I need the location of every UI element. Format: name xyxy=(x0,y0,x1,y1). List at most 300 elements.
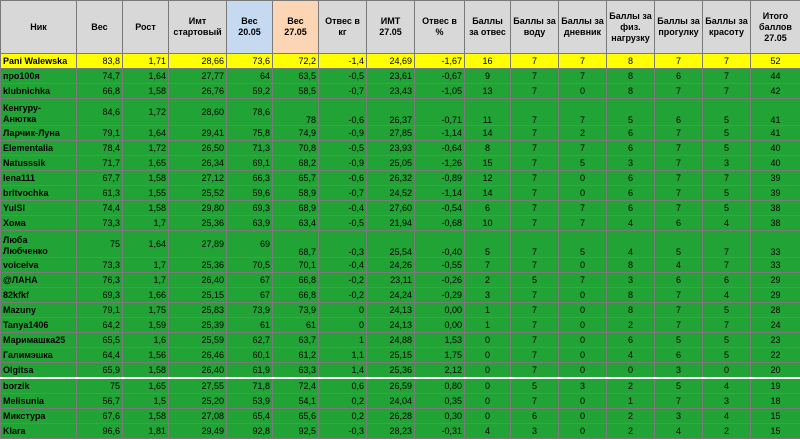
table-cell: 65,9 xyxy=(77,363,123,379)
table-cell: -0,5 xyxy=(319,141,367,156)
table-cell: 63,9 xyxy=(227,216,273,231)
table-cell: 5 xyxy=(655,231,703,258)
table-cell: 1 xyxy=(465,318,511,333)
table-row xyxy=(1,409,800,424)
table-cell: 78 xyxy=(273,99,319,126)
table-cell: 25,83 xyxy=(169,303,227,318)
table-cell: 4 xyxy=(655,258,703,273)
table-cell: 78,4 xyxy=(77,141,123,156)
table-cell: 25,15 xyxy=(367,348,415,363)
table-cell: 20 xyxy=(751,363,800,379)
table-cell: 8 xyxy=(607,84,655,99)
nick-cell: Микстура xyxy=(1,409,77,424)
column-header: Вес 27.05 xyxy=(273,1,319,54)
table-cell: 4 xyxy=(703,378,751,394)
table-row xyxy=(1,141,800,156)
table-cell: 7 xyxy=(655,171,703,186)
table-cell: 7 xyxy=(655,126,703,141)
table-cell: 33 xyxy=(751,258,800,273)
table-cell: 19 xyxy=(751,378,800,394)
nick-cell: Klara xyxy=(1,424,77,439)
table-cell: 7 xyxy=(511,69,559,84)
nick-cell: @ЛАНА xyxy=(1,273,77,288)
table-cell: -0,9 xyxy=(319,156,367,171)
table-cell: 21,94 xyxy=(367,216,415,231)
table-cell: 39 xyxy=(751,171,800,186)
table-cell: 67,7 xyxy=(77,171,123,186)
table-cell: 7 xyxy=(511,54,559,69)
table-cell: 24,13 xyxy=(367,318,415,333)
nick-cell: YulSl xyxy=(1,201,77,216)
column-header: Отвес в кг xyxy=(319,1,367,54)
table-cell: 38 xyxy=(751,216,800,231)
column-header: Баллы за красоту xyxy=(703,1,751,54)
column-header: Баллы за физ. нагрузку xyxy=(607,1,655,54)
table-cell: 8 xyxy=(607,288,655,303)
table-row xyxy=(1,333,800,348)
table-cell: 7 xyxy=(655,141,703,156)
table-cell: 66,3 xyxy=(227,171,273,186)
table-cell: 0 xyxy=(559,258,607,273)
table-cell: 23,43 xyxy=(367,84,415,99)
table-cell: 73,6 xyxy=(227,54,273,69)
nick-cell: про100я xyxy=(1,69,77,84)
table-cell: 1,58 xyxy=(123,171,169,186)
table-cell: 79,1 xyxy=(77,126,123,141)
table-row xyxy=(1,54,800,69)
table-cell: 23,61 xyxy=(367,69,415,84)
table-cell: 2 xyxy=(607,409,655,424)
table-cell: 5 xyxy=(703,333,751,348)
table-cell: 71,3 xyxy=(227,141,273,156)
table-cell: 7 xyxy=(655,156,703,171)
table-cell: 4 xyxy=(703,288,751,303)
table-cell: 6 xyxy=(655,216,703,231)
table-cell: 0 xyxy=(559,348,607,363)
table-cell: 1,65 xyxy=(123,378,169,394)
table-cell: 27,08 xyxy=(169,409,227,424)
table-cell: 23,11 xyxy=(367,273,415,288)
table-cell: -0,7 xyxy=(319,84,367,99)
table-cell: 26,76 xyxy=(169,84,227,99)
table-cell: -0,5 xyxy=(319,69,367,84)
table-cell: 7 xyxy=(511,126,559,141)
table-cell: 68,2 xyxy=(273,156,319,171)
table-cell: 29,49 xyxy=(169,424,227,439)
table-cell: 63,7 xyxy=(273,333,319,348)
table-cell: 1,64 xyxy=(123,69,169,84)
table-cell: 0 xyxy=(465,348,511,363)
table-cell: 1,58 xyxy=(123,409,169,424)
table-cell: 63,5 xyxy=(273,69,319,84)
table-cell: 40 xyxy=(751,156,800,171)
table-row xyxy=(1,348,800,363)
header-row xyxy=(1,1,800,54)
table-cell: -1,14 xyxy=(415,186,465,201)
table-cell: 58,9 xyxy=(273,186,319,201)
table-cell: 68,9 xyxy=(273,201,319,216)
table-cell: 14 xyxy=(465,126,511,141)
table-cell: 69,3 xyxy=(227,201,273,216)
column-header: Баллы за отвес xyxy=(465,1,511,54)
table-cell: -0,71 xyxy=(415,99,465,126)
table-cell: 27,55 xyxy=(169,378,227,394)
table-cell: 65,6 xyxy=(273,409,319,424)
table-cell: 1,7 xyxy=(123,273,169,288)
table-cell: 7 xyxy=(511,171,559,186)
table-cell: 28 xyxy=(751,303,800,318)
table-row xyxy=(1,69,800,84)
table-cell: 23 xyxy=(751,333,800,348)
table-cell: 6 xyxy=(703,273,751,288)
table-cell: 26,59 xyxy=(367,378,415,394)
table-cell: 78,6 xyxy=(227,99,273,126)
table-cell: 7 xyxy=(511,156,559,171)
table-cell: 38 xyxy=(751,201,800,216)
table-cell: 0 xyxy=(319,303,367,318)
table-cell: 7 xyxy=(655,394,703,409)
table-cell: 7 xyxy=(511,216,559,231)
table-cell: 73,3 xyxy=(77,216,123,231)
table-cell: 12 xyxy=(465,171,511,186)
table-cell: 1,72 xyxy=(123,141,169,156)
table-cell: 7 xyxy=(559,216,607,231)
table-cell: 7 xyxy=(655,84,703,99)
table-cell: 33 xyxy=(751,231,800,258)
table-cell: 7 xyxy=(511,231,559,258)
table-cell: 2 xyxy=(607,378,655,394)
table-cell: 1,64 xyxy=(123,126,169,141)
table-cell: 63,4 xyxy=(273,216,319,231)
table-cell: 7 xyxy=(703,171,751,186)
table-cell: 18 xyxy=(751,394,800,409)
table-cell: 7 xyxy=(511,394,559,409)
nick-cell: lena111 xyxy=(1,171,77,186)
nick-cell: Olgitsa xyxy=(1,363,77,379)
table-cell: 53,9 xyxy=(227,394,273,409)
nick-cell: Pani Walewska xyxy=(1,54,77,69)
table-cell: 29 xyxy=(751,273,800,288)
table-cell: 7 xyxy=(559,99,607,126)
table-cell: -0,68 xyxy=(415,216,465,231)
table-cell: 2 xyxy=(607,318,655,333)
table-cell: 22 xyxy=(751,348,800,363)
table-cell: 1,1 xyxy=(319,348,367,363)
table-cell: -0,5 xyxy=(319,216,367,231)
table-cell: 70,5 xyxy=(227,258,273,273)
table-cell: 72,2 xyxy=(273,54,319,69)
table-cell: 92,5 xyxy=(273,424,319,439)
table-cell: 5 xyxy=(511,378,559,394)
table-cell: 9 xyxy=(465,69,511,84)
table-cell: 1 xyxy=(465,303,511,318)
column-header: Вес 20.05 xyxy=(227,1,273,54)
table-cell: 14 xyxy=(465,186,511,201)
table-cell: 7 xyxy=(655,318,703,333)
table-cell: 65,4 xyxy=(227,409,273,424)
table-cell: 64,4 xyxy=(77,348,123,363)
table-row xyxy=(1,424,800,439)
table-cell: 1,59 xyxy=(123,318,169,333)
table-cell: 68,7 xyxy=(273,231,319,258)
table-cell: 25,36 xyxy=(169,216,227,231)
table-cell: 75,8 xyxy=(227,126,273,141)
table-cell: 1,72 xyxy=(123,99,169,126)
table-cell: 0 xyxy=(559,424,607,439)
column-header: Рост xyxy=(123,1,169,54)
table-cell: -0,9 xyxy=(319,126,367,141)
table-cell: 60,1 xyxy=(227,348,273,363)
table-cell: 7 xyxy=(703,54,751,69)
nick-cell: voiceiva xyxy=(1,258,77,273)
table-cell: 26,46 xyxy=(169,348,227,363)
table-cell: 1,58 xyxy=(123,84,169,99)
table-cell: 25,05 xyxy=(367,156,415,171)
table-row xyxy=(1,318,800,333)
column-header: ИМТ 27.05 xyxy=(367,1,415,54)
table-cell: 7 xyxy=(703,84,751,99)
nick-cell: Хома xyxy=(1,216,77,231)
table-cell: 1,65 xyxy=(123,156,169,171)
table-cell: 2 xyxy=(607,424,655,439)
table-cell: -0,31 xyxy=(415,424,465,439)
table-cell: 1,64 xyxy=(123,231,169,258)
table-cell: 7 xyxy=(511,201,559,216)
table-row xyxy=(1,84,800,99)
table-cell: 1,75 xyxy=(415,348,465,363)
table-cell: 1,81 xyxy=(123,424,169,439)
nick-cell: borzik xyxy=(1,378,77,394)
table-cell: 72,4 xyxy=(273,378,319,394)
table-cell: 0,30 xyxy=(415,409,465,424)
table-row xyxy=(1,99,800,126)
table-cell: 3 xyxy=(607,273,655,288)
table-cell: 6 xyxy=(607,141,655,156)
table-cell: 7 xyxy=(511,84,559,99)
table-cell: 25,36 xyxy=(367,363,415,379)
table-cell: 6 xyxy=(655,69,703,84)
table-cell: 64,2 xyxy=(77,318,123,333)
table-cell: 67 xyxy=(227,288,273,303)
table-cell: 84,6 xyxy=(77,99,123,126)
table-cell: 7 xyxy=(559,69,607,84)
table-cell: 41 xyxy=(751,126,800,141)
table-cell: 8 xyxy=(607,303,655,318)
nick-cell: Люба Любченко xyxy=(1,231,77,258)
table-cell: 6 xyxy=(607,186,655,201)
table-cell: 39 xyxy=(751,186,800,201)
table-cell: 64 xyxy=(227,69,273,84)
column-header: Вес xyxy=(77,1,123,54)
table-cell: 0 xyxy=(559,333,607,348)
table-cell: 0,2 xyxy=(319,409,367,424)
table-cell: 10 xyxy=(465,216,511,231)
table-cell: 65,7 xyxy=(273,171,319,186)
table-cell: 27,85 xyxy=(367,126,415,141)
table-cell: 65,5 xyxy=(77,333,123,348)
table-cell: 29 xyxy=(751,288,800,303)
table-cell: 0 xyxy=(559,409,607,424)
table-cell: 7 xyxy=(511,303,559,318)
nick-cell: klubnichka xyxy=(1,84,77,99)
table-cell: 59,2 xyxy=(227,84,273,99)
table-row xyxy=(1,378,800,394)
nick-cell: britvochka xyxy=(1,186,77,201)
table-cell: 3 xyxy=(703,394,751,409)
table-cell: 8 xyxy=(607,69,655,84)
table-cell: 7 xyxy=(703,318,751,333)
table-cell: 4 xyxy=(703,409,751,424)
table-cell: 61,3 xyxy=(77,186,123,201)
table-cell: 7 xyxy=(511,99,559,126)
nick-cell: 82kfkf xyxy=(1,288,77,303)
table-cell: 5 xyxy=(607,99,655,126)
table-cell: 66,8 xyxy=(77,84,123,99)
table-cell: 25,59 xyxy=(169,333,227,348)
table-cell: 25,39 xyxy=(169,318,227,333)
table-cell: 61 xyxy=(273,318,319,333)
table-cell: 25,20 xyxy=(169,394,227,409)
table-cell: 0 xyxy=(607,363,655,379)
table-cell: 63,3 xyxy=(273,363,319,379)
table-cell: 2 xyxy=(465,273,511,288)
table-cell: 7 xyxy=(559,273,607,288)
table-row xyxy=(1,171,800,186)
table-cell: 1 xyxy=(319,333,367,348)
table-cell: 5 xyxy=(703,186,751,201)
table-cell: -0,3 xyxy=(319,231,367,258)
table-cell: 5 xyxy=(559,156,607,171)
table-cell: 69,1 xyxy=(227,156,273,171)
table-cell: 73,9 xyxy=(273,303,319,318)
column-header: Отвес в % xyxy=(415,1,465,54)
table-cell: 59,6 xyxy=(227,186,273,201)
table-cell: 0,35 xyxy=(415,394,465,409)
table-cell: 1,7 xyxy=(123,258,169,273)
table-cell: 0 xyxy=(559,318,607,333)
table-cell: 73,9 xyxy=(227,303,273,318)
table-cell: 75 xyxy=(77,231,123,258)
table-cell: 1,58 xyxy=(123,201,169,216)
table-cell: 24,26 xyxy=(367,258,415,273)
table-cell: 26,40 xyxy=(169,273,227,288)
table-cell: 70,8 xyxy=(273,141,319,156)
table-cell: -0,67 xyxy=(415,69,465,84)
table-cell: 1,4 xyxy=(319,363,367,379)
table-cell: 25,15 xyxy=(169,288,227,303)
table-cell: 1,7 xyxy=(123,216,169,231)
table-cell: 2,12 xyxy=(415,363,465,379)
table-cell: 6 xyxy=(655,273,703,288)
table-cell: 7 xyxy=(511,348,559,363)
table-cell: 74,7 xyxy=(77,69,123,84)
table-cell: 67 xyxy=(227,273,273,288)
table-cell: 0,00 xyxy=(415,318,465,333)
table-cell: 1,58 xyxy=(123,363,169,379)
table-cell: 5 xyxy=(703,99,751,126)
table-row xyxy=(1,186,800,201)
column-header: Ник xyxy=(1,1,77,54)
table-cell: -0,4 xyxy=(319,258,367,273)
table-cell: 3 xyxy=(655,409,703,424)
table-cell: 66,8 xyxy=(273,273,319,288)
table-cell: 0 xyxy=(465,394,511,409)
table-cell: -1,4 xyxy=(319,54,367,69)
table-cell: 0 xyxy=(559,303,607,318)
table-cell: 40 xyxy=(751,141,800,156)
table-cell: -1,05 xyxy=(415,84,465,99)
table-cell: -0,2 xyxy=(319,273,367,288)
table-row xyxy=(1,201,800,216)
table-cell: -0,3 xyxy=(319,424,367,439)
table-cell: -1,14 xyxy=(415,126,465,141)
table-cell: 27,89 xyxy=(169,231,227,258)
table-cell: 26,32 xyxy=(367,171,415,186)
table-cell: 13 xyxy=(465,84,511,99)
table-cell: 79,1 xyxy=(77,303,123,318)
table-cell: 25,52 xyxy=(169,186,227,201)
table-cell: 24,24 xyxy=(367,288,415,303)
table-cell: 3 xyxy=(703,156,751,171)
table-cell: 67,6 xyxy=(77,409,123,424)
table-cell: 1,66 xyxy=(123,288,169,303)
table-cell: 0 xyxy=(703,363,751,379)
nick-cell: Ларчик-Луна xyxy=(1,126,77,141)
table-cell: 1,71 xyxy=(123,54,169,69)
table-cell: 73,3 xyxy=(77,258,123,273)
table-cell: -0,6 xyxy=(319,171,367,186)
table-cell: 1 xyxy=(607,394,655,409)
nick-cell: Кенгуру-Анютка xyxy=(1,99,77,126)
table-cell: 7 xyxy=(511,186,559,201)
table-cell: 0 xyxy=(465,333,511,348)
table-cell: 4 xyxy=(655,424,703,439)
table-cell: 54,1 xyxy=(273,394,319,409)
table-cell: 26,40 xyxy=(169,363,227,379)
table-cell: -0,29 xyxy=(415,288,465,303)
table-cell: 5 xyxy=(511,273,559,288)
table-cell: 5 xyxy=(703,141,751,156)
table-cell: 8 xyxy=(465,141,511,156)
table-row xyxy=(1,363,800,379)
nick-cell: Маримашка25 xyxy=(1,333,77,348)
table-cell: 23,93 xyxy=(367,141,415,156)
table-cell: -0,64 xyxy=(415,141,465,156)
table-cell: 0 xyxy=(465,409,511,424)
table-cell: 5 xyxy=(465,231,511,258)
column-header: Баллы за прогулку xyxy=(655,1,703,54)
table-cell: -0,40 xyxy=(415,231,465,258)
table-cell: 5 xyxy=(703,126,751,141)
table-cell: 4 xyxy=(465,424,511,439)
table-cell: 4 xyxy=(703,216,751,231)
table-cell: 27,60 xyxy=(367,201,415,216)
table-cell: 5 xyxy=(703,201,751,216)
column-header: Итого баллов 27.05 xyxy=(751,1,800,54)
table-cell: 29,41 xyxy=(169,126,227,141)
table-cell: 7 xyxy=(655,54,703,69)
table-cell: -0,7 xyxy=(319,186,367,201)
table-cell: 3 xyxy=(465,288,511,303)
table-cell: 3 xyxy=(607,156,655,171)
table-cell: 7 xyxy=(511,258,559,273)
table-cell: 0 xyxy=(559,288,607,303)
table-cell: -0,6 xyxy=(319,99,367,126)
table-cell: -0,2 xyxy=(319,288,367,303)
table-cell: 71,8 xyxy=(227,378,273,394)
table-cell: 27,77 xyxy=(169,69,227,84)
table-cell: 1,75 xyxy=(123,303,169,318)
